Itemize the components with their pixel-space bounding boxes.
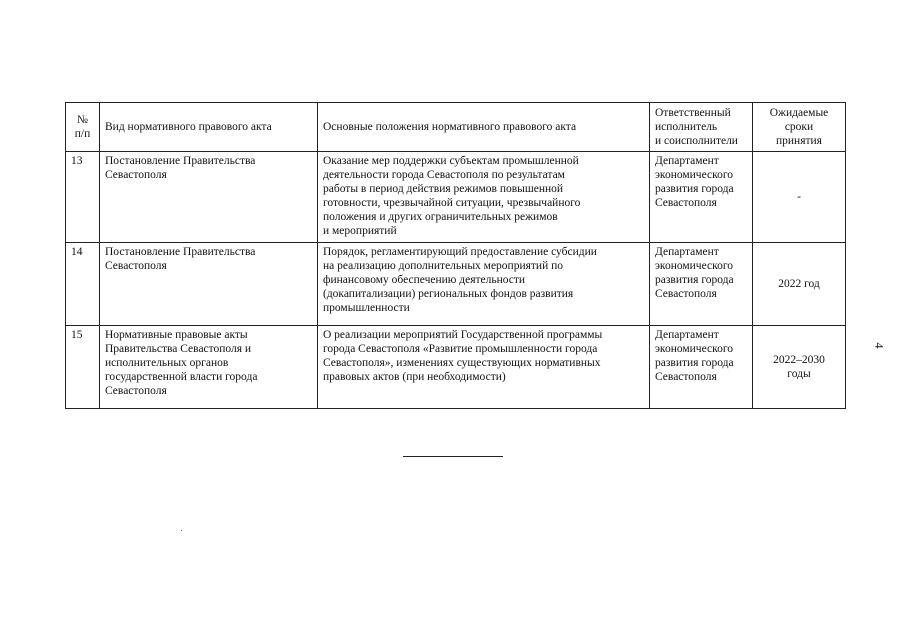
cell-num: 15 — [66, 326, 100, 409]
table-row — [66, 326, 846, 409]
table-header — [66, 103, 846, 152]
end-separator-line — [403, 456, 503, 457]
header-responsible: Ответственный исполнитель и соисполнители — [650, 103, 753, 152]
cell-responsible: Департамент экономического развития города Севастополя — [650, 152, 753, 243]
header-row — [66, 103, 846, 152]
cell-act-type: Постановление Правительства Севастополя — [100, 152, 318, 243]
normative-acts-table — [65, 102, 846, 409]
cell-provisions: О реализации мероприятий Государственной программы города Севастополя «Развитие промышленности города Севастополя», изменениях существующих нормативных правовых актов (при необходимости) — [318, 326, 650, 409]
page-number: 4 — [872, 342, 887, 349]
cell-deadline: 2022–2030 годы — [753, 326, 846, 409]
header-deadline: Ожидаемые сроки принятия — [753, 103, 846, 152]
cell-num: 14 — [66, 243, 100, 326]
table-row — [66, 243, 846, 326]
cell-deadline: 2022 год — [753, 243, 846, 326]
header-provisions: Основные положения нормативного правового акта — [318, 103, 650, 152]
cell-deadline: - — [753, 152, 846, 243]
header-num: № п/п — [66, 103, 100, 152]
cell-num: 13 — [66, 152, 100, 243]
table-row — [66, 152, 846, 243]
scan-speck — [181, 530, 182, 531]
cell-provisions: Порядок, регламентирующий предоставление субсидии на реализацию дополнительных мероприятий по финансовому обеспечению деятельности (докапитализации) региональных фондов развития промышленности — [318, 243, 650, 326]
cell-responsible: Департамент экономического развития города Севастополя — [650, 243, 753, 326]
cell-responsible: Департамент экономического развития города Севастополя — [650, 326, 753, 409]
cell-act-type: Постановление Правительства Севастополя — [100, 243, 318, 326]
cell-provisions: Оказание мер поддержки субъектам промышленной деятельности города Севастополя по результатам работы в период действия режимов повышенной готовности, чрезвычайной ситуации, чрезвычайного положения и других ограничительных режимов и мероприятий — [318, 152, 650, 243]
cell-act-type: Нормативные правовые акты Правительства Севастополя и исполнительных органов государственной власти города Севастополя — [100, 326, 318, 409]
header-act-type: Вид нормативного правового акта — [100, 103, 318, 152]
